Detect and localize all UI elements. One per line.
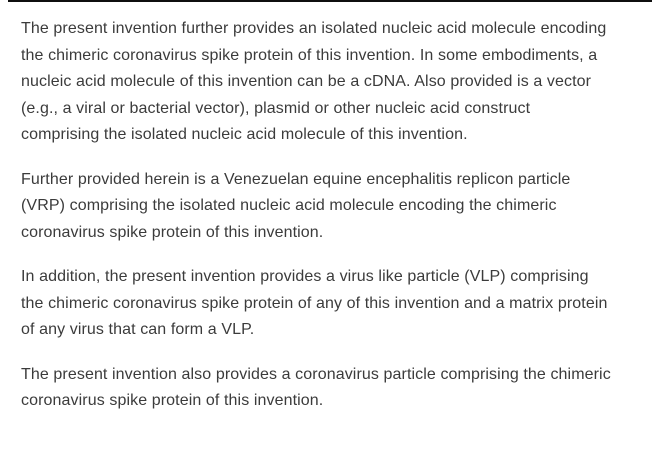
paragraph-vrp: Further provided herein is a Venezuelan equine encephalitis replicon particle (VRP) comprising the isolated nucleic acid molecule encoding the chimeric coronavirus spike protein of this invention. (21, 170, 571, 241)
paragraph-nucleic-acid-molecule: The present invention further provides an isolated nucleic acid molecule encoding the chimeric coronavirus spike protein of this invention. In some embodiments, a nucleic acid molecule of this invention can be a cDNA. Also provided is a vector (e.g., a viral or bacterial vector), plasmid or other nucleic acid construct comprising the isolated nucleic acid molecule of this invention. (21, 20, 607, 143)
paragraph-coronavirus-particle: The present invention also provides a coronavirus particle comprising the chimeric coronavirus spike protein of this invention. (21, 365, 611, 409)
paragraph-vlp: In addition, the present invention provides a virus like particle (VLP) comprising the chimeric coronavirus spike protein of any of this invention and a matrix protein of any virus that can form a VLP. (21, 268, 608, 338)
top-divider (8, 0, 652, 2)
patent-description-text (21, 16, 613, 433)
